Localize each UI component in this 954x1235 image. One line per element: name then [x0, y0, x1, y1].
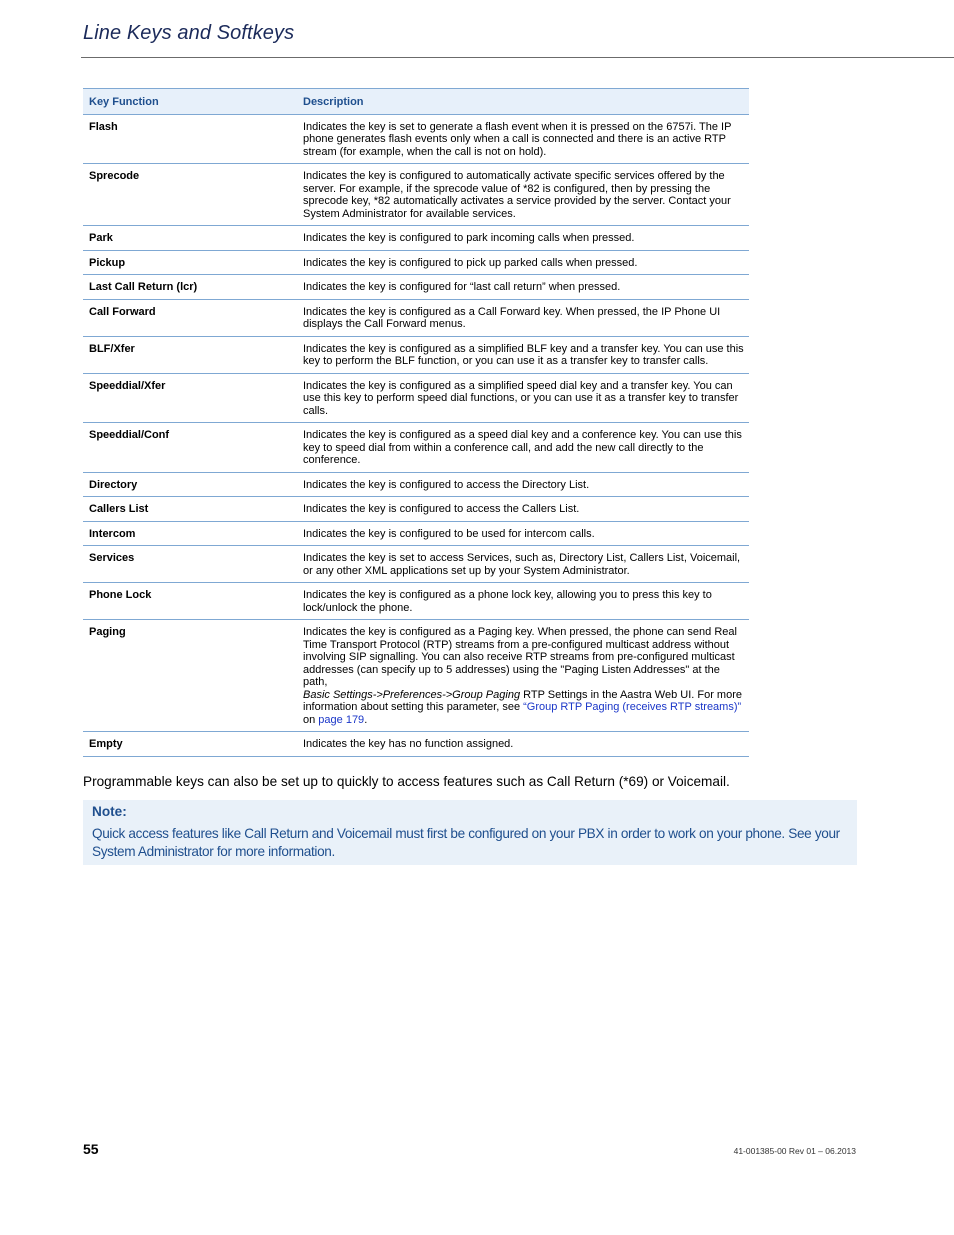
table-row — [83, 275, 749, 300]
key-function-cell: Speeddial/Xfer — [83, 373, 297, 423]
table-row — [83, 164, 749, 226]
period-text: . — [364, 713, 368, 726]
table-row — [83, 732, 749, 757]
key-function-cell: Sprecode — [83, 164, 297, 226]
key-function-cell: Paging — [83, 620, 297, 732]
on-text: on — [303, 713, 319, 726]
description-cell: Indicates the key is configured to access the Directory List. — [297, 472, 749, 497]
description-cell: Indicates the key is configured as a phone lock key, allowing you to press this key to lock/unlock the phone. — [297, 583, 749, 620]
table-row — [83, 423, 749, 473]
key-function-cell: Intercom — [83, 521, 297, 546]
table-header-row — [83, 89, 749, 115]
page-179-link[interactable]: page 179 — [318, 713, 365, 726]
note-title: Note: — [92, 804, 127, 819]
key-function-cell: Call Forward — [83, 299, 297, 336]
column-header-description: Description — [297, 89, 749, 115]
key-function-cell: Speeddial/Conf — [83, 423, 297, 473]
description-cell: Indicates the key is configured as a Call Forward key. When pressed, the IP Phone UI displays the Call Forward menus. — [297, 299, 749, 336]
paging-description-cont: RTP Settings in the Aastra Web UI. For more information about setting this parameter, see — [303, 688, 742, 713]
table-row-paging — [83, 620, 749, 732]
description-cell: Indicates the key is configured as a speed dial key and a conference key. You can use this key to speed dial from within a conference call, and add the new call directly to the conference. — [297, 423, 749, 473]
table-row — [83, 497, 749, 522]
key-function-cell: Services — [83, 546, 297, 583]
description-cell: Indicates the key is configured as a simplified BLF key and a transfer key. You can use this key to perform the BLF function, or you can use it as a transfer key to transfer calls. — [297, 336, 749, 373]
table-row — [83, 299, 749, 336]
body-paragraph: Programmable keys can also be set up to quickly to access features such as Call Return (*69) or Voicemail. — [83, 774, 730, 789]
table-row — [83, 521, 749, 546]
description-cell: Indicates the key is set to access Services, such as, Directory List, Callers List, Voicemail, or any other XML applications set up by your System Administrator. — [297, 546, 749, 583]
description-cell: Indicates the key is configured to access the Callers List. — [297, 497, 749, 522]
key-function-cell: BLF/Xfer — [83, 336, 297, 373]
table-row — [83, 336, 749, 373]
web-ui-path: Basic Settings->Preferences->Group Paging — [303, 688, 521, 701]
description-cell: Indicates the key is configured to pick up parked calls when pressed. — [297, 250, 749, 275]
key-function-cell: Empty — [83, 732, 297, 757]
table-row — [83, 472, 749, 497]
table-row — [83, 583, 749, 620]
page-header-title: Line Keys and Softkeys — [83, 22, 295, 44]
header-divider — [81, 57, 954, 58]
paging-description: Indicates the key is configured as a Paging key. When pressed, the phone can send Real Time Transport Protocol (RTP) streams from a pre-configured multicast address without involving SIP signalling. You can also receive RTP streams from pre-configured multicast addresses (can specify up to 5 addresses) using the "Paging Listen Addresses" at the path, — [303, 626, 737, 688]
table-row — [83, 250, 749, 275]
key-function-cell: Callers List — [83, 497, 297, 522]
group-rtp-paging-link[interactable]: “Group RTP Paging (receives RTP streams)” — [523, 701, 742, 713]
description-cell: Indicates the key is set to generate a flash event when it is pressed on the 6757i. The IP phone generates flash events only when a call is connected and there is an active RTP stream (for example, when the call is not on hold). — [297, 114, 749, 164]
table-row — [83, 546, 749, 583]
key-function-cell: Pickup — [83, 250, 297, 275]
key-function-table — [83, 88, 749, 757]
column-header-key-function: Key Function — [83, 89, 297, 115]
description-cell: Indicates the key is configured to park incoming calls when pressed. — [297, 226, 749, 251]
description-cell: Indicates the key is configured to be used for intercom calls. — [297, 521, 749, 546]
document-id: 41-001385-00 Rev 01 – 06.2013 — [733, 1146, 856, 1156]
description-cell: Indicates the key is configured as a simplified speed dial key and a transfer key. You can use this key to perform speed dial functions, or you can use it as a transfer key to transfer calls. — [297, 373, 749, 423]
key-function-cell: Directory — [83, 472, 297, 497]
description-cell: Indicates the key has no function assigned. — [297, 732, 749, 757]
description-cell — [297, 620, 749, 732]
table-row — [83, 373, 749, 423]
table-row — [83, 226, 749, 251]
table-row — [83, 114, 749, 164]
key-function-cell: Park — [83, 226, 297, 251]
page-number: 55 — [83, 1141, 99, 1157]
description-cell: Indicates the key is configured to automatically activate specific services offered by the server. For example, if the sprecode value of *82 is configured, then by pressing the sprecode key, *82 automatically activates a service provided by the server. Contact your System Administrator for available services. — [297, 164, 749, 226]
description-cell: Indicates the key is configured for “last call return” when pressed. — [297, 275, 749, 300]
key-function-cell: Flash — [83, 114, 297, 164]
note-box — [83, 800, 857, 865]
note-text: Quick access features like Call Return and Voicemail must first be configured on your PBX in order to work on your phone. See your System Administrator for more information. — [92, 826, 840, 859]
key-function-cell: Last Call Return (lcr) — [83, 275, 297, 300]
key-function-cell: Phone Lock — [83, 583, 297, 620]
